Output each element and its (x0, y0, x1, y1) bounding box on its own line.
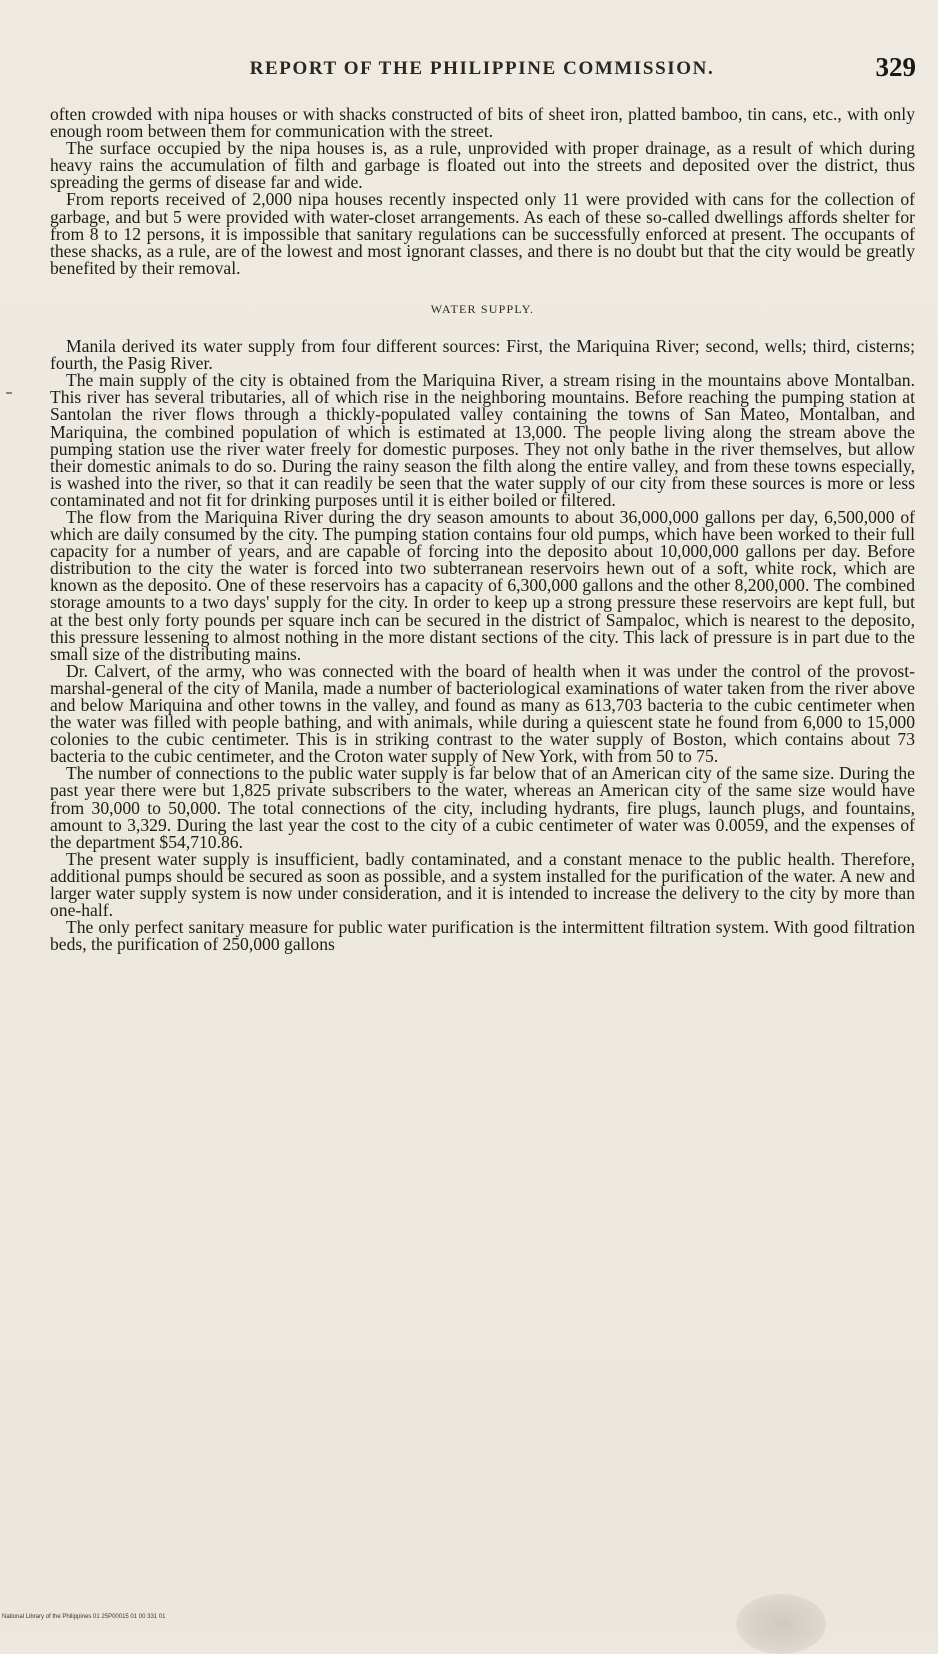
paragraph-mariquina-river: The main supply of the city is obtained from the Mariquina River, a stream rising in the mountains above Montalban. This river has several tributaries, all of which rise in the neighboring mountains. Before reaching the pumping station at Santolan the river flows through a thickly-populated valley containing the towns of San Mateo, Montalban, and Mariquina, the combined population of which is estimated at 13,000. The people living along the stream above the pumping station use the river water freely for domestic purposes. They not only bathe in the river themselves, but allow their domestic animals to do so. During the rainy season the filth along the entire valley, and from these towns especially, is washed into the river, so that it can readily be seen that the water supply of our city from these sources is more or less contaminated and not fit for drinking purposes until it is either boiled or filtered. (50, 370, 915, 510)
page-header (48, 52, 916, 88)
paragraph-sources: Manila derived its water supply from four different sources: First, the Mariquina River; second, wells; third, cisterns; fourth, the Pasig River. (50, 336, 915, 374)
paragraph-continuation: often crowded with nipa houses or with shacks constructed of bits of sheet iron, platted bamboo, tin cans, etc., with only enough room between them for communication with the street. (50, 104, 915, 142)
paragraph-connections: The number of connections to the public water supply is far below that of an American city of the same size. During the past year there were but 1,825 private subscribers to the water, whereas an American city of the same size would have from 30,000 to 50,000. The total connections of the city, including hydrants, fire plugs, launch plugs, and fountains, amount to 3,329. During the last year the cost to the city of a cubic centimeter of water was 0.0059, and the expenses of the department $54,710.86. (50, 763, 915, 852)
body-text (50, 106, 915, 953)
page-number: 329 (875, 52, 916, 82)
running-head: REPORT OF THE PHILIPPINE COMMISSION. (249, 58, 715, 79)
scan-thumb-shadow (736, 1594, 826, 1654)
paragraph-insufficient: The present water supply is insufficient, badly contaminated, and a constant menace to the public health. Therefore, additional pumps should be secured as soon as possible, and a system installed for the purification of the water. A new and larger water supply system is now under consideration, and it is intended to increase the delivery to the city by more than one-half. (50, 848, 915, 921)
scan-credit-footer: National Library of the Philippines 01 25P00015 01 00 331 01 (2, 1614, 166, 1620)
paragraph-inspection: From reports received of 2,000 nipa houses recently inspected only 11 were provided with cans for the collection of garbage, and but 5 were provided with water-closet arrangements. As each of these so-called dwellings affords shelter for from 8 to 12 persons, it is impossible that sanitary regulations can be successfully enforced at present. The occupants of these shacks, as a rule, are of the lowest and most ignorant classes, and there is no doubt but that the city would be greatly benefited by their removal. (50, 189, 915, 278)
paragraph-drainage: The surface occupied by the nipa houses is, as a rule, unprovided with proper drainage, as a result of which during heavy rains the accumulation of filth and garbage is floated out into the streets and deposited over the district, thus spreading the germs of disease far and wide. (50, 138, 915, 193)
section-heading-water-supply: WATER SUPPLY. (430, 301, 535, 316)
paragraph-filtration: The only perfect sanitary measure for public water purification is the intermittent filtration system. With good filtration beds, the purification of 250,000 gallons (50, 917, 915, 955)
margin-mark (6, 392, 12, 394)
paragraph-flow: The flow from the Mariquina River during the dry season amounts to about 36,000,000 gallons per day, 6,500,000 of which are daily consumed by the city. The pumping station contains four old pumps, which have been worked to their full capacity for a number of years, and are capable of forcing into the deposito about 10,000,000 gallons per day. Before distribution to the city the water is forced into two subterranean reservoirs hewn out of a soft, white rock, which are known as the deposito. One of these reservoirs has a capacity of 6,300,000 gallons and the other 8,200,000. The combined storage amounts to a two days' supply for the city. In order to keep up a strong pressure these reservoirs are kept full, but at the best only forty pounds per square inch can be secured in the district of Sampaloc, which is nearest to the deposito, this pressure lessening to almost nothing in the more distant sections of the city. This lack of pressure is in part due to the small size of the distributing mains. (50, 506, 915, 664)
paragraph-bacteriology: Dr. Calvert, of the army, who was connected with the board of health when it was under the control of the provost-marshal-general of the city of Manila, made a number of bacteriological examinations of water taken from the river above and below Mariquina and other towns in the valley, and found as many as 613,703 bacteria to the cubic centimeter when the water was filled with people bathing, and with animals, while during a quiescent state he found from 6,000 to 15,000 colonies to the cubic centimeter. This is in striking contrast to the water supply of Boston, which contains about 73 bacteria to the cubic centimeter, and the Croton water supply of New York, with from 50 to 75. (50, 660, 915, 767)
